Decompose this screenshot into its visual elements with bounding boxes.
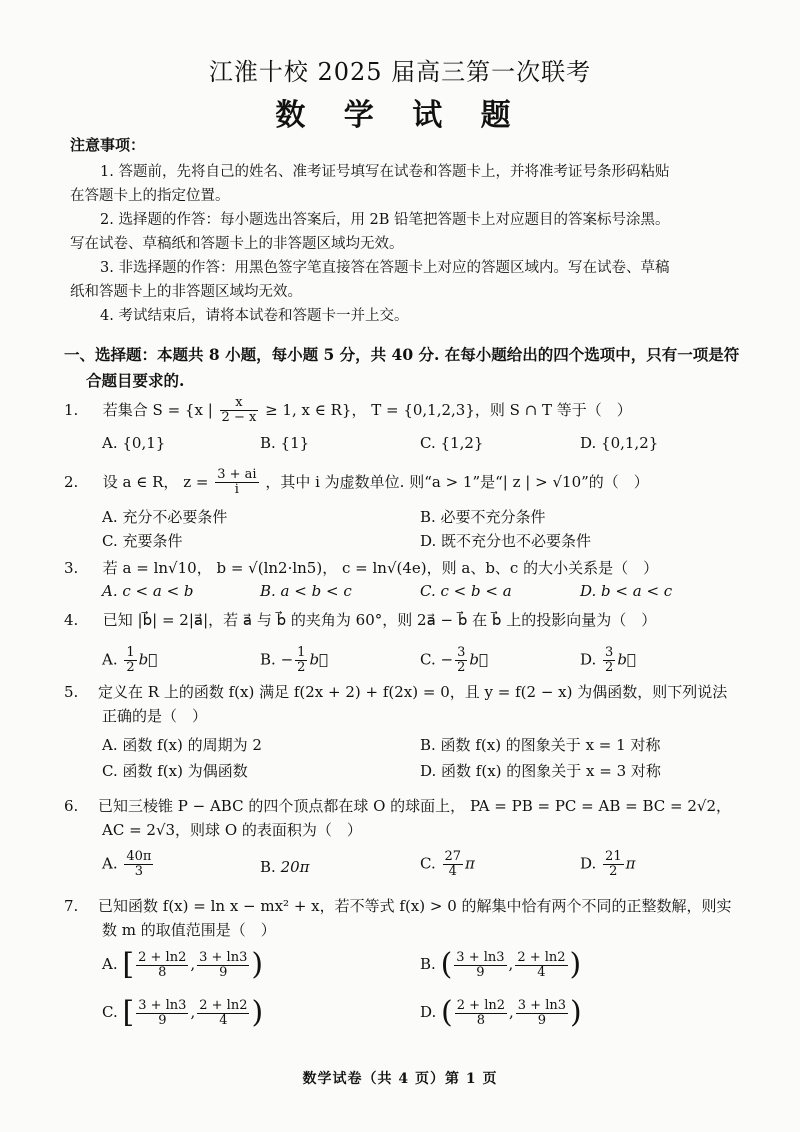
option-b[interactable]: B. − $\frac{1}{2}$ b⃗ [260,645,329,675]
question-stem: 已知 |b⃗| = 2|a⃗|，若 a⃗ 与 b⃗ 的夹角为 60°，则 2a⃗ − b⃗ 在 b⃗ 上的投影向量为（ ） [102,611,657,629]
option-b[interactable]: B. 20π [260,858,310,876]
option-d[interactable]: D. $\frac{3}{2}$ b⃗ [580,645,636,675]
notice-line: 在答题卡上的指定位置。 [70,188,230,204]
options-q7-row1 [102,947,762,990]
options-q5-row2 [102,760,762,784]
option-d[interactable]: D. ( $\frac{2 + \ln 2}{8}$ , $\frac{3 + \ln 3}{9}$ ) [420,995,582,1030]
question-stem: ≥ 1, x ∈ R}， T = {0,1,2,3}，则 S ∩ T 等于（ ） [265,400,632,419]
question-stem-cont: 正确的是（ ） [102,707,208,725]
question-stem: 若集合 S = {x | [102,400,213,419]
question-number: 4. [64,611,79,629]
question-stem: 定义在 R 上的函数 f(x) 满足 f(2x + 2) + f(2x) = 0，且 y = f(2 − x) 为偶函数，则下列说法 [98,683,728,701]
notice-line: 1. 答题前，先将自己的姓名、准考证号填写在试卷和答题卡上，并将准考证号条形码粘贴 [100,164,670,180]
question-stem: 设 a ∈ R， z = [102,472,209,491]
notice-block [70,160,750,328]
question-stem-cont: 数 m 的取值范围是（ ） [102,921,276,939]
options-q5-row1 [102,734,762,758]
option-c[interactable]: C. 充要条件 [102,532,183,550]
notice-heading: 注意事项： [70,136,146,154]
options-q2-row1 [102,506,762,530]
notice-line: 纸和答题卡上的非答题区域均无效。 [70,284,302,300]
option-c[interactable]: C. − $\frac{3}{2}$ b⃗ [420,645,488,675]
option-c[interactable]: C. {1,2} [420,434,484,452]
question-stem: 已知函数 f(x) = ln x − mx² + x，若不等式 f(x) > 0 的解集中恰有两个不同的正整数解，则实 [98,897,732,915]
section-line-1: 一、选择题：本题共 8 小题，每小题 5 分，共 40 分. 在每小题给出的四个选项中，只有一项是符 [64,345,740,364]
options-q6 [102,850,762,886]
option-d[interactable]: D. 函数 f(x) 的图象关于 x = 3 对称 [420,762,661,780]
option-a[interactable]: A. c < a < b [102,582,194,600]
question-stem: 已知三棱锥 P − ABC 的四个顶点都在球 O 的球面上， PA = PB = PC = AB = BC = 2√2， [98,797,731,815]
option-c[interactable]: C. $\frac{27}{4}$ π [420,849,475,879]
option-b[interactable]: B. 必要不充分条件 [420,508,546,526]
option-d[interactable]: D. 既不充分也不必要条件 [420,532,592,550]
section-heading [64,342,754,394]
option-b[interactable]: B. ( $\frac{3 + \ln 3}{9}$ , $\frac{2 + \ln 2}{4}$ ) [420,947,582,982]
option-a[interactable]: A. $\frac{40\pi}{3}$ [102,849,152,879]
option-a[interactable]: A. $\frac{1}{2}$ b⃗ [102,645,158,675]
fraction: $\frac{x}{2 - x}$ [221,395,257,425]
option-c[interactable]: C. c < b < a [420,582,512,600]
question-number: 2. [64,472,79,491]
options-q4 [102,646,762,680]
question-number: 7. [64,897,79,915]
option-a[interactable]: A. 充分不必要条件 [102,508,228,526]
option-d[interactable]: D. b < a < c [580,582,673,600]
question-stem-cont: AC = 2√3，则球 O 的表面积为（ ） [102,821,362,839]
question-7 [64,894,754,942]
options-q3 [102,582,762,606]
question-1 [64,396,754,425]
question-2 [64,468,754,497]
section-line-2: 合题目要求的. [86,371,185,390]
options-q7-row2 [102,995,762,1038]
question-number: 1. [64,400,79,419]
question-number: 5. [64,683,79,701]
notice-line: 2. 选择题的作答：每小题选出答案后，用 2B 铅笔把答题卡上对应题目的答案标号涂黑。 [100,212,670,228]
question-stem: ，其中 i 为虚数单位. 则“a > 1”是“| z | > √10”的（ ） [265,472,649,491]
page-footer: 数学试卷（共 4 页）第 1 页 [302,1071,498,1087]
options-q1 [102,434,762,458]
option-b[interactable]: B. a < b < c [260,582,352,600]
option-c[interactable]: C. 函数 f(x) 为偶函数 [102,762,248,780]
option-b[interactable]: B. 函数 f(x) 的图象关于 x = 1 对称 [420,736,661,754]
question-number: 6. [64,797,79,815]
subject-title: 数 学 试 题 [275,98,525,133]
question-6 [64,794,754,842]
question-4 [64,608,754,632]
question-3 [64,556,754,580]
options-q2-row2 [102,530,762,554]
option-d[interactable]: D. $\frac{21}{2}$ π [580,849,636,879]
question-number: 3. [64,559,79,577]
option-b[interactable]: B. {1} [260,434,310,452]
question-stem: 若 a = ln√10， b = √(ln2·ln5)， c = ln√(4e)，则 a、b、c 的大小关系是（ ） [102,559,659,577]
fraction: $\frac{3 + ai}{i}$ [217,467,257,497]
option-d[interactable]: D. {0,1,2} [580,434,659,452]
option-a[interactable]: A. 函数 f(x) 的周期为 2 [102,736,262,754]
option-a[interactable]: A. {0,1} [102,434,166,452]
notice-line: 4. 考试结束后，请将本试卷和答题卡一并上交。 [100,308,409,324]
notice-line: 写在试卷、草稿纸和答题卡上的非答题区域均无效。 [70,236,404,252]
exam-title: 江淮十校 2025 届高三第一次联考 [208,58,592,86]
notice-line: 3. 非选择题的作答：用黑色签字笔直接答在答题卡上对应的答题区域内。写在试卷、草稿 [100,260,670,276]
option-a[interactable]: A. [ $\frac{2 + \ln 2}{8}$ , $\frac{3 + \ln 3}{9}$ ) [102,947,264,982]
option-c[interactable]: C. [ $\frac{3 + \ln 3}{9}$ , $\frac{2 + \ln 2}{4}$ ) [102,995,264,1030]
question-5 [64,680,754,728]
